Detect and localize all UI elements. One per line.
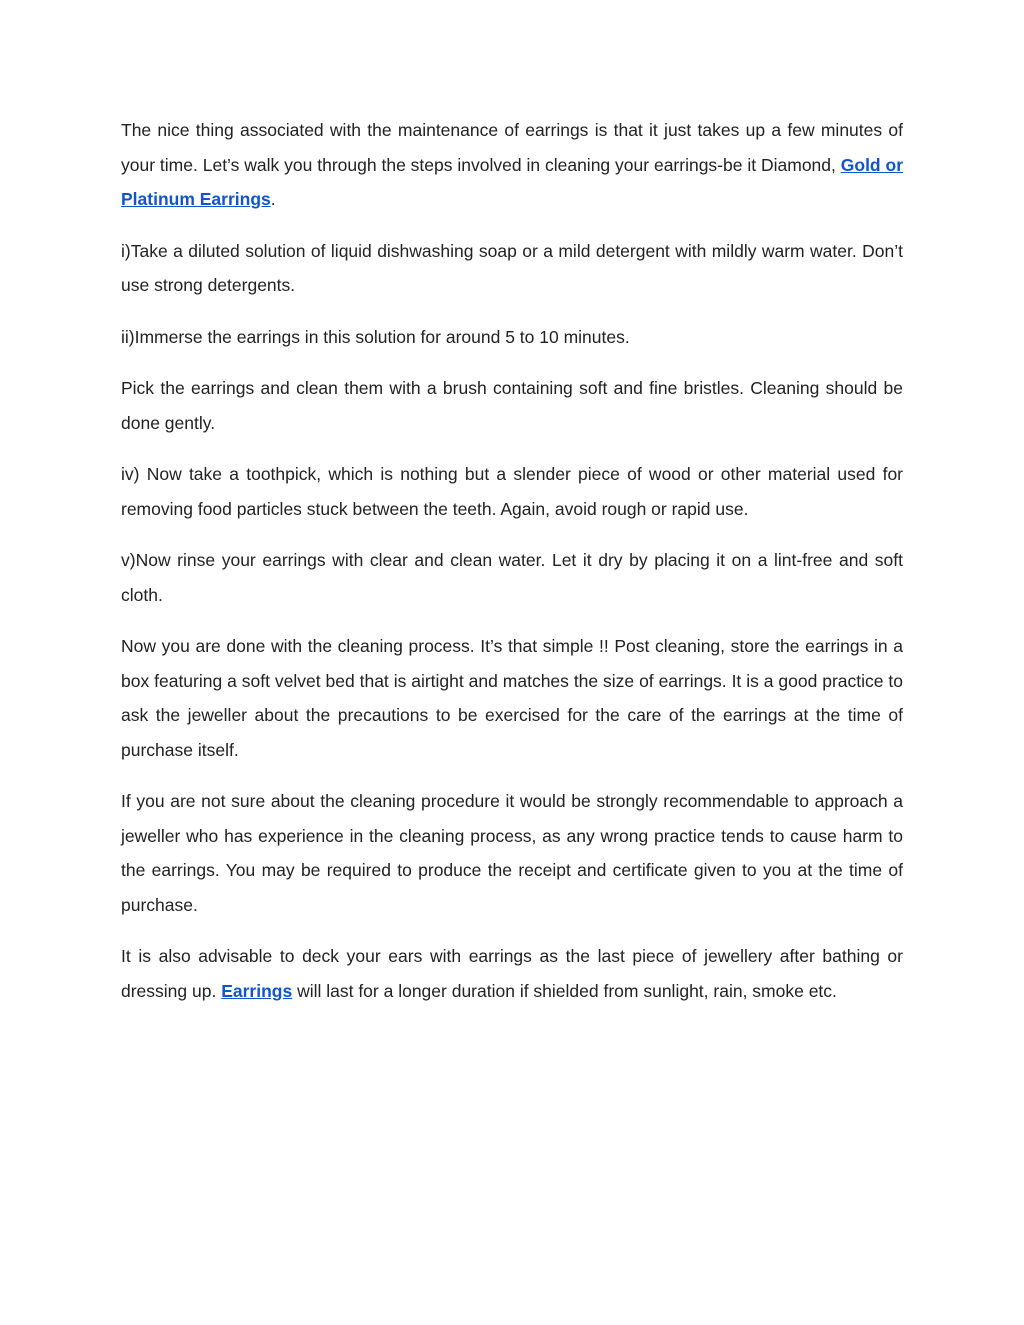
paragraph-closing-text: It is also advisable to deck your ears with earrings as the last piece of jewellery after bathing or dressing up.	[121, 946, 903, 1001]
paragraph-step-3: Pick the earrings and clean them with a brush containing soft and fine bristles. Cleaning should be done gently.	[121, 377, 903, 433]
gold-platinum-earrings-link[interactable]: Gold or Platinum Earrings	[121, 154, 903, 210]
earrings-link[interactable]: Earrings	[221, 980, 293, 1001]
paragraph-step-4: iv) Now take a toothpick, which is nothing but a slender piece of wood or other material used for removing food particles stuck between the teeth. Again, avoid rough or rapid use.	[121, 463, 903, 519]
paragraph-step-1: i)Take a diluted solution of liquid dishwashing soap or a mild detergent with mildly warm water. Don’t use strong detergents.	[121, 240, 903, 296]
paragraph-closing-tail: will last for a longer duration if shielded from sunlight, rain, smoke etc.	[292, 980, 837, 1001]
paragraph-step-5: v)Now rinse your earrings with clear and clean water. Let it dry by placing it on a lint-free and soft cloth.	[121, 549, 903, 605]
paragraph-intro	[121, 113, 903, 217]
paragraph-jeweller-advice: If you are not sure about the cleaning procedure it would be strongly recommendable to approach a jeweller who has experience in the cleaning process, as any wrong practice tends to cause harm to the earrings. You may be required to produce the receipt and certificate given to you at the time of purchase.	[121, 791, 903, 915]
paragraph-intro-text: The nice thing associated with the maintenance of earrings is that it just takes up a few minutes of your time. Let’s walk you through the steps involved in cleaning your earrings-be it Diamond,	[121, 120, 903, 175]
paragraph-storage: Now you are done with the cleaning process. It’s that simple !! Post cleaning, store the earrings in a box featuring a soft velvet bed that is airtight and matches the size of earrings. It is a good practice to ask the jeweller about the precautions to be exercised for the care of the earrings at the time of purchase itself.	[121, 635, 903, 760]
paragraph-step-2: ii)Immerse the earrings in this solution for around 5 to 10 minutes.	[121, 326, 630, 347]
document-body	[121, 113, 903, 1025]
paragraph-closing	[121, 939, 903, 1008]
paragraph-intro-tail: .	[270, 189, 276, 210]
